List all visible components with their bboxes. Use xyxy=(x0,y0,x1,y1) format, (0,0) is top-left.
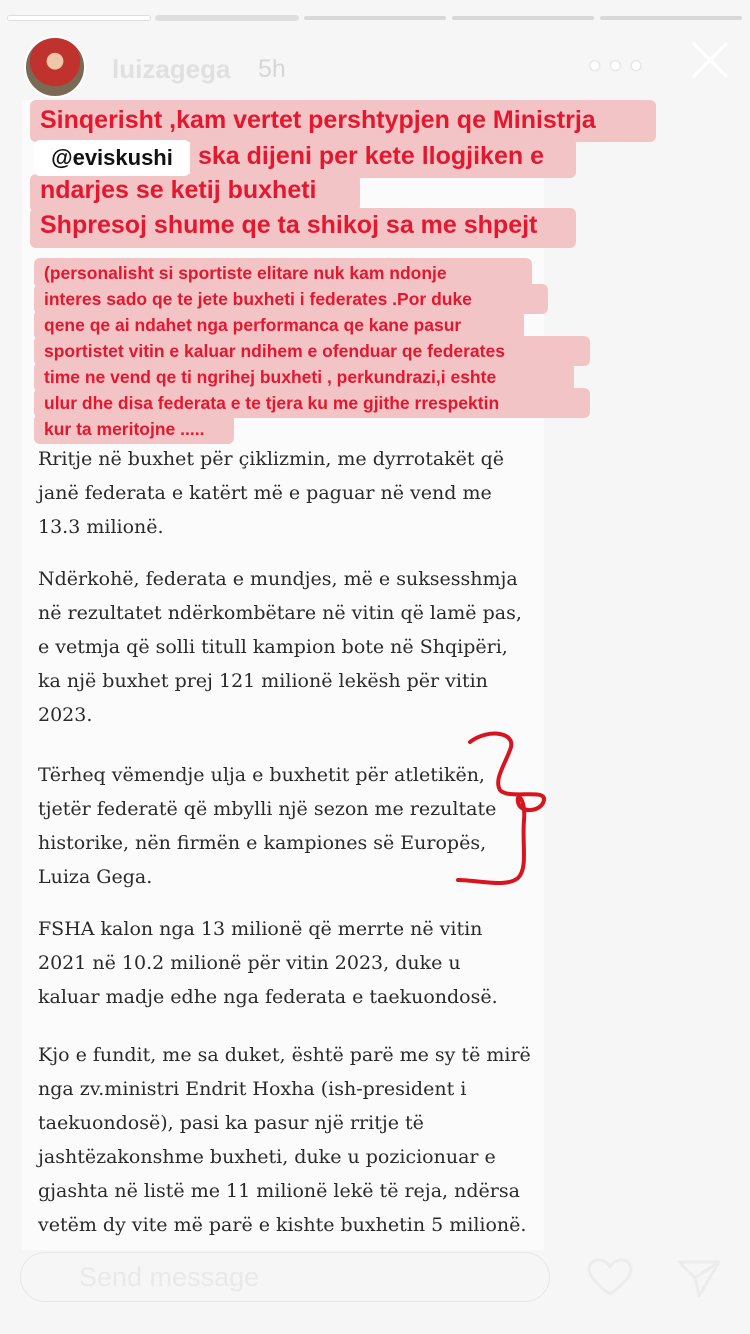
article-line: 2023. xyxy=(38,704,93,726)
caption-line: qene qe ai ndahet nga performanca qe kane pasur xyxy=(44,315,462,335)
article-line: në rezultatet ndërkombëtare në vitin që lamë pas, xyxy=(38,602,522,624)
caption-line: kur ta meritojne ..... xyxy=(44,419,205,439)
article-paragraph xyxy=(38,1038,538,1242)
article-line: ka një buxhet prej 121 milionë lekësh për vitin xyxy=(38,670,488,692)
caption-line: (personalisht si sportiste elitare nuk kam ndonje xyxy=(44,263,447,283)
caption-line: Shpresoj shume qe ta shikoj sa me shpejt xyxy=(40,211,538,239)
article-line: vetëm dy vite më parë e kishte buxhetin 5 milionë. xyxy=(38,1214,527,1236)
progress-segment xyxy=(156,16,298,20)
caption-line: ska dijeni per kete llogjiken e xyxy=(198,142,544,170)
article-paragraph xyxy=(38,912,538,1014)
article-line: kaluar madje edhe nga federata e taekuondosë. xyxy=(38,986,498,1008)
caption-line: ndarjes se ketij buxheti xyxy=(40,176,317,204)
message-bar xyxy=(0,1240,750,1310)
username[interactable]: luizagega xyxy=(112,54,231,84)
article-line: e vetmja që solli titull kampion bote në Shqipëri, xyxy=(38,636,508,658)
heart-icon[interactable] xyxy=(586,1258,634,1298)
progress-segment xyxy=(8,16,150,20)
article-paragraph xyxy=(38,562,538,732)
article-line: historike, nën firmën e kampiones së Europës, xyxy=(38,832,487,854)
caption-line: ulur dhe disa federata e te tjera ku me gjithe rrespektin xyxy=(44,393,500,413)
article-line: taekuondosë), pasi ka pasur një rritje të xyxy=(38,1112,424,1134)
story-header xyxy=(24,36,730,100)
handwritten-squiggle xyxy=(448,728,558,892)
caption-line: sportistet vitin e kaluar ndihem e ofenduar qe federates xyxy=(44,341,505,361)
article-line: tjetër federatë që mbylli një sezon me rezultate xyxy=(38,798,497,820)
progress-segment xyxy=(600,16,742,20)
article-line: jashtëzakonshme buxheti, duke u pozicionuar e xyxy=(38,1146,496,1168)
article-line: Ndërkohë, federata e mundjes, më e suksesshmja xyxy=(38,568,518,590)
caption-line: interes sado qe te jete buxheti i federates .Por duke xyxy=(44,289,472,309)
article-line: FSHA kalon nga 13 milionë që merrte në vitin xyxy=(38,918,483,940)
article-paragraph xyxy=(38,442,538,544)
post-time: 5h xyxy=(258,55,286,83)
article-line: nga zv.ministri Endrit Hoxha (ish-president i xyxy=(38,1078,467,1100)
article-line: Luiza Gega. xyxy=(38,866,153,888)
article-line: Tërheq vëmendje ulja e buxhetit për atletikën, xyxy=(38,764,485,786)
article-line: janë federata e katërt më e paguar në vend me xyxy=(38,482,492,504)
avatar[interactable] xyxy=(24,36,86,98)
article-line: gjashta në listë me 11 milionë lekë të reja, ndërsa xyxy=(38,1180,520,1202)
article-line: 13.3 milionë. xyxy=(38,516,164,538)
progress-segment xyxy=(304,16,446,20)
progress-segment xyxy=(452,16,594,20)
caption-line: Sinqerisht ,kam vertet pershtypjen qe Ministrja xyxy=(40,106,596,134)
close-icon[interactable] xyxy=(690,40,730,80)
send-icon[interactable] xyxy=(676,1258,722,1300)
article-line: Kjo e fundit, me sa duket, është parë me sy të mirë xyxy=(38,1044,531,1066)
article-line: Rritje në buxhet për çiklizmin, me dyrrotakët që xyxy=(38,448,505,470)
caption-line: time ne vend qe ti ngrihej buxheti , perkundrazi,i eshte xyxy=(44,367,497,387)
more-options-icon[interactable]: ••• xyxy=(585,50,648,85)
article-line: 2021 në 10.2 milionë për vitin 2023, duke u xyxy=(38,952,461,974)
mention-tag[interactable]: @eviskushi xyxy=(34,140,190,176)
story-progress-bar xyxy=(8,16,742,20)
send-message-input[interactable]: Send message xyxy=(20,1252,550,1302)
